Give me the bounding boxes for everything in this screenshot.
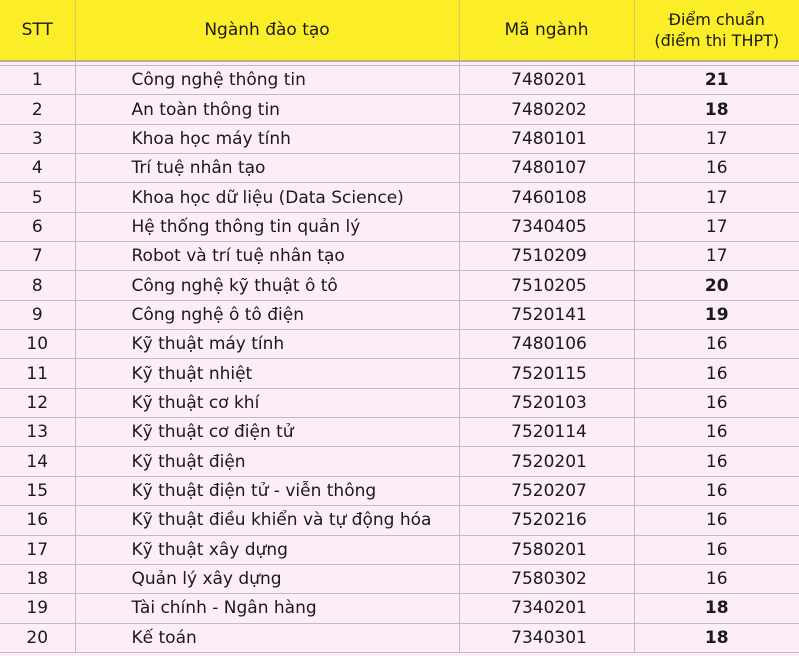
table-row [0,476,799,505]
row-cutoff-score-cell: 16 [634,359,799,388]
row-stt-cell: 20 [0,623,75,652]
row-cutoff-score-cell: 16 [634,154,799,183]
row-program-name-cell: Robot và trí tuệ nhân tạo [75,242,459,271]
row-program-code-cell: 7340201 [459,594,634,623]
row-program-code-cell: 7510209 [459,242,634,271]
row-stt-cell: 10 [0,330,75,359]
row-stt-cell: 6 [0,212,75,241]
row-cutoff-score-cell: 17 [634,183,799,212]
row-program-code-cell: 7480106 [459,330,634,359]
row-cutoff-score-cell: 16 [634,476,799,505]
row-cutoff-score-cell: 16 [634,447,799,476]
table-row [0,183,799,212]
row-program-name-cell: Kỹ thuật điện [75,447,459,476]
table-row [0,242,799,271]
row-program-code-cell: 7520115 [459,359,634,388]
row-cutoff-score-cell: 17 [634,212,799,241]
row-stt-cell: 7 [0,242,75,271]
row-cutoff-score-cell: 21 [634,66,799,95]
row-program-code-cell: 7520114 [459,418,634,447]
table-row [0,359,799,388]
row-cutoff-score-cell: 16 [634,564,799,593]
table-row [0,154,799,183]
row-program-name-cell: Kỹ thuật cơ điện tử [75,418,459,447]
row-program-name-cell: Kỹ thuật điện tử - viễn thông [75,476,459,505]
table-body [0,61,799,652]
table-row [0,594,799,623]
row-program-code-cell: 7460108 [459,183,634,212]
row-stt-cell: 4 [0,154,75,183]
row-program-name-cell: Kỹ thuật điều khiển và tự động hóa [75,506,459,535]
row-program-name-cell: Trí tuệ nhân tạo [75,154,459,183]
row-cutoff-score-cell: 20 [634,271,799,300]
row-program-code-cell: 7520201 [459,447,634,476]
table-row [0,447,799,476]
row-cutoff-score-cell: 19 [634,300,799,329]
row-program-code-cell: 7580302 [459,564,634,593]
row-stt-cell: 16 [0,506,75,535]
header-cutoff-score-line1: Điểm chuẩn [668,10,765,29]
row-program-code-cell: 7520216 [459,506,634,535]
row-stt-cell: 13 [0,418,75,447]
row-program-code-cell: 7480101 [459,124,634,153]
table-row [0,95,799,124]
table-row [0,506,799,535]
row-program-code-cell: 7520207 [459,476,634,505]
row-stt-cell: 11 [0,359,75,388]
row-cutoff-score-cell: 16 [634,418,799,447]
row-cutoff-score-cell: 18 [634,95,799,124]
row-program-code-cell: 7480202 [459,95,634,124]
row-program-code-cell: 7340301 [459,623,634,652]
row-program-name-cell: Khoa học máy tính [75,124,459,153]
row-stt-cell: 18 [0,564,75,593]
row-program-code-cell: 7480107 [459,154,634,183]
table-row [0,388,799,417]
row-cutoff-score-cell: 16 [634,535,799,564]
table-row [0,623,799,652]
row-stt-cell: 8 [0,271,75,300]
table-row [0,564,799,593]
table-row [0,418,799,447]
header-program-name: Ngành đào tạo [75,0,459,61]
row-stt-cell: 12 [0,388,75,417]
row-program-name-cell: Hệ thống thông tin quản lý [75,212,459,241]
header-program-code: Mã ngành [459,0,634,61]
row-cutoff-score-cell: 16 [634,388,799,417]
row-stt-cell: 3 [0,124,75,153]
row-program-code-cell: 7340405 [459,212,634,241]
table-row [0,271,799,300]
table-row [0,124,799,153]
row-program-name-cell: Kỹ thuật cơ khí [75,388,459,417]
row-cutoff-score-cell: 17 [634,124,799,153]
row-program-code-cell: 7520103 [459,388,634,417]
header-cutoff-score-line2: (điểm thi THPT) [654,31,780,50]
header-row [0,0,799,61]
table-row [0,300,799,329]
row-program-name-cell: Khoa học dữ liệu (Data Science) [75,183,459,212]
table-header [0,0,799,61]
row-stt-cell: 9 [0,300,75,329]
row-stt-cell: 1 [0,66,75,95]
row-program-code-cell: 7480201 [459,66,634,95]
row-cutoff-score-cell: 18 [634,623,799,652]
row-stt-cell: 19 [0,594,75,623]
table-row [0,330,799,359]
row-stt-cell: 5 [0,183,75,212]
row-cutoff-score-cell: 16 [634,330,799,359]
row-program-name-cell: Tài chính - Ngân hàng [75,594,459,623]
row-stt-cell: 14 [0,447,75,476]
row-program-name-cell: Quản lý xây dựng [75,564,459,593]
row-stt-cell: 15 [0,476,75,505]
row-program-name-cell: Công nghệ thông tin [75,66,459,95]
row-program-name-cell: An toàn thông tin [75,95,459,124]
header-stt: STT [0,0,75,61]
row-program-name-cell: Kỹ thuật máy tính [75,330,459,359]
table-row [0,66,799,95]
table-row [0,212,799,241]
row-program-code-cell: 7510205 [459,271,634,300]
row-program-name-cell: Công nghệ kỹ thuật ô tô [75,271,459,300]
row-program-name-cell: Kỹ thuật xây dựng [75,535,459,564]
row-program-name-cell: Kế toán [75,623,459,652]
row-program-name-cell: Kỹ thuật nhiệt [75,359,459,388]
row-cutoff-score-cell: 16 [634,506,799,535]
row-stt-cell: 2 [0,95,75,124]
row-program-code-cell: 7580201 [459,535,634,564]
header-cutoff-score [634,0,799,61]
row-cutoff-score-cell: 18 [634,594,799,623]
table-row [0,535,799,564]
row-program-code-cell: 7520141 [459,300,634,329]
row-program-name-cell: Công nghệ ô tô điện [75,300,459,329]
row-cutoff-score-cell: 17 [634,242,799,271]
row-stt-cell: 17 [0,535,75,564]
